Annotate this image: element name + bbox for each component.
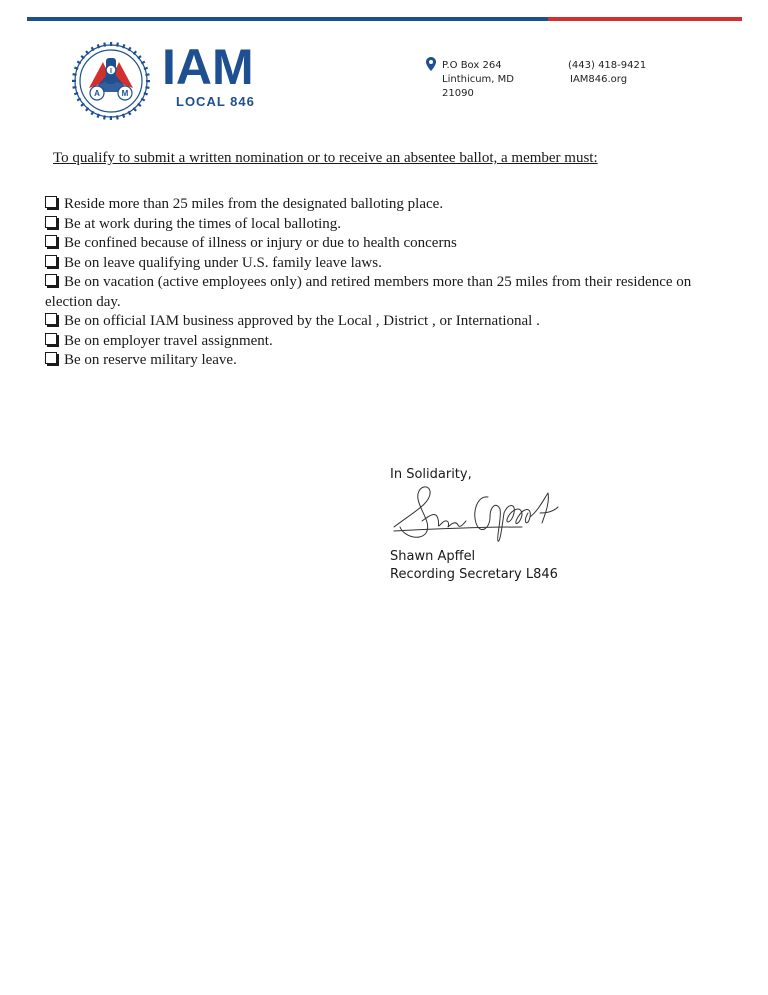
logo-title: IAM xyxy=(162,39,254,95)
signer-title: Recording Secretary L846 xyxy=(390,567,558,582)
checkbox-icon xyxy=(45,333,57,345)
list-item-text: Be on leave qualifying under U.S. family leave laws. xyxy=(64,254,382,271)
logo-subtitle: LOCAL 846 xyxy=(176,94,255,109)
header-stripe-blue xyxy=(27,17,548,21)
list-item xyxy=(45,351,710,371)
list-item-text: Be at work during the times of local balloting. xyxy=(64,215,342,232)
list-item-text: Be on official IAM business approved by the Local , District , or International . xyxy=(64,313,540,329)
iam-gear-emblem xyxy=(70,40,152,122)
phone-number: (443) 418-9421 xyxy=(568,60,647,71)
closing-salutation: In Solidarity, xyxy=(390,467,472,482)
address-line-1: P.O Box 264 xyxy=(442,60,502,71)
list-item-text: Be on reserve military leave. xyxy=(64,352,237,368)
signer-block xyxy=(390,548,558,584)
qualification-intro: To qualify to submit a written nomination or to receive an absentee ballot, a member must: xyxy=(53,150,598,166)
checkbox-icon xyxy=(45,255,57,267)
signature xyxy=(392,483,562,545)
signer-name: Shawn Apffel xyxy=(390,549,476,564)
checkbox-icon xyxy=(45,352,57,364)
emblem-letter-i: I xyxy=(110,68,112,75)
checkbox-icon xyxy=(45,313,57,325)
gear-tooth xyxy=(110,116,112,120)
list-item xyxy=(45,234,710,254)
gear-tooth xyxy=(72,80,76,82)
list-item-text: Be on employer travel assignment. xyxy=(64,332,273,349)
checkbox-icon xyxy=(45,216,57,228)
iam-logo xyxy=(70,40,280,122)
gear-tooth xyxy=(146,80,150,82)
list-item xyxy=(45,332,710,352)
header-stripe xyxy=(27,17,742,21)
contact-info xyxy=(568,59,646,87)
website-link[interactable]: IAM846.org xyxy=(570,74,628,85)
list-item xyxy=(45,312,710,332)
gear-tooth xyxy=(110,42,112,46)
address-line-3: 21090 xyxy=(442,88,474,99)
list-item xyxy=(45,195,710,215)
mailing-address xyxy=(442,59,514,101)
list-item-text: Be on vacation (active employees only) and retired members more than 25 miles from their residence on election day. xyxy=(45,274,692,310)
list-item xyxy=(45,254,710,274)
checkbox-icon xyxy=(45,274,57,286)
checkbox-icon xyxy=(45,235,57,247)
list-item-text: Be confined because of illness or injury or due to health concerns xyxy=(64,235,457,251)
emblem-letter-m: M xyxy=(121,89,129,98)
qualification-list xyxy=(45,195,710,371)
address-line-2: Linthicum, MD xyxy=(442,74,514,85)
checkbox-icon xyxy=(45,196,57,208)
header-stripe-red xyxy=(548,17,742,21)
list-item xyxy=(45,215,710,235)
emblem-letter-a: A xyxy=(94,89,100,98)
list-item xyxy=(45,273,710,312)
location-pin-icon xyxy=(426,57,436,71)
list-item-text: Reside more than 25 miles from the designated balloting place. xyxy=(64,196,444,212)
